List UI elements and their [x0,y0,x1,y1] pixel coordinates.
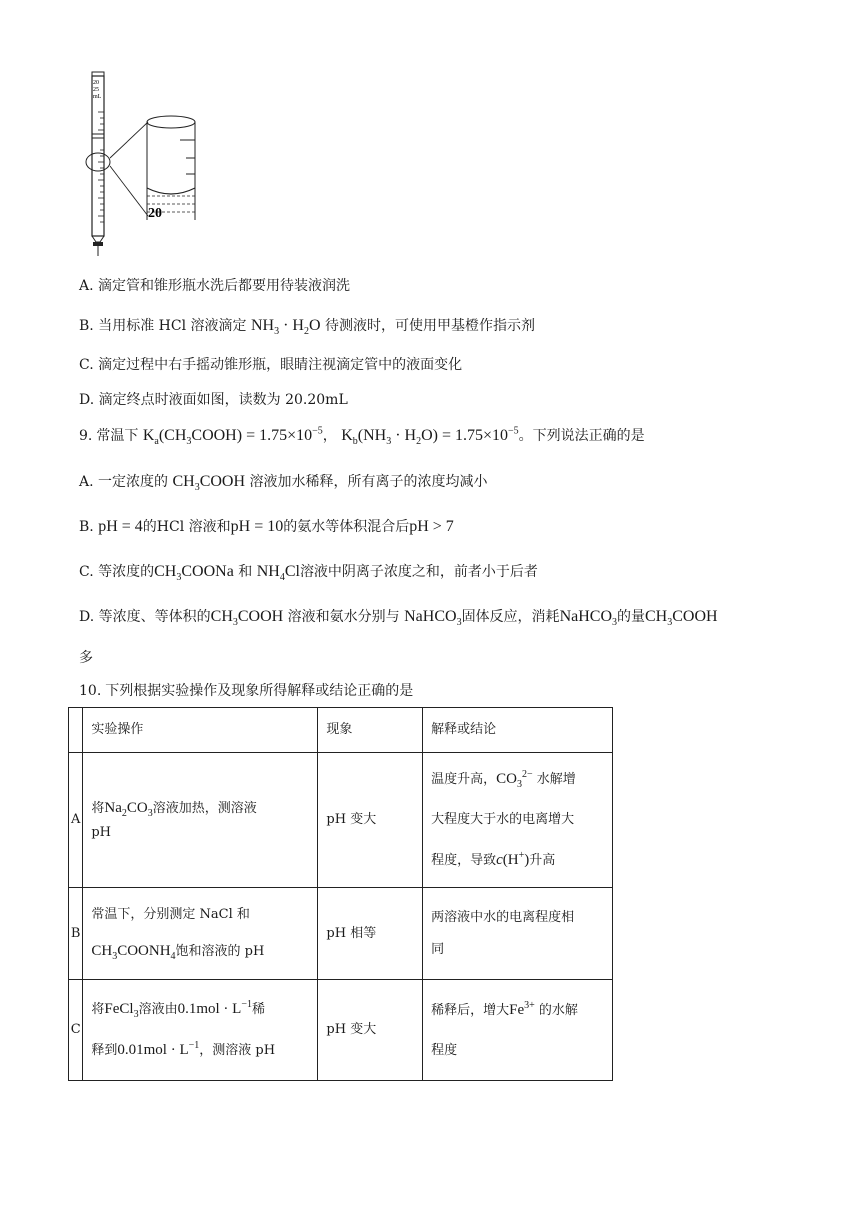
q10-table [68,707,613,1081]
meniscus [147,188,195,194]
q9-option-d: D. 等浓度、等体积的$CH_3COOH$ 溶液和氨水分别与 NaHCO$_3$固体反应，消耗NaHCO$_3$的量$CH_3COOH$ [79,608,718,629]
operation-cell: 常温下，分别测定 NaCl 和 $CH_3COONH_4$饱和溶液的 pH [83,888,318,980]
table-row [69,753,613,888]
burette-figure [82,70,212,260]
table-row [69,888,613,980]
phenomenon-cell: pH 变大 [318,980,423,1081]
burette-graduations [98,112,104,222]
burette-label-ml: mL [93,94,102,100]
q8-option-b: B. 当用标准 HCl 溶液滴定 $NH_3 \cdot H_2O$ 待测液时，可使用甲基橙作指示剂 [79,317,535,338]
q9-option-b: B. pH = 4的HCl 溶液和pH = 10的氨水等体积混合后pH > 7 [79,518,454,535]
q10-stem: 10. 下列根据实验操作及现象所得解释或结论正确的是 [79,683,414,699]
header-cell: 实验操作 [83,708,318,753]
operation-cell: 将FeCl$_3$溶液由$0.1mol \cdot L^{-1}$稀 释到$0.01mol \cdot L^{-1}$，测溶液 pH [83,980,318,1081]
header-cell: 现象 [318,708,423,753]
row-label: A [69,753,83,888]
table-row [69,980,613,1081]
table-header-row [69,708,613,753]
phenomenon-cell: pH 变大 [318,753,423,888]
burette-stopcock [92,236,104,242]
q9-option-c: C. 等浓度的$CH_3COONa$ 和 $NH_4Cl$溶液中阴离子浓度之和，前者小于后者 [79,563,538,584]
zoom-label-20: 20 [148,206,162,221]
q9-stem: 9. 常温下 $K_a(CH_3COOH) = 1.75\times 10^{-5}$， $K_b(NH_3 \cdot H_2O) = 1.75\times 10^{-5}$。下列说法正确的是 [79,425,645,448]
q9-option-a: A. 一定浓度的 $CH_3COOH$ 溶液加水稀释，所有离子的浓度均减小 [79,473,488,494]
phenomenon-cell: pH 相等 [318,888,423,980]
burette-label-25: 25 [93,87,99,93]
q8-option-c: C. 滴定过程中右手摇动锥形瓶，眼睛注视滴定管中的液面变化 [79,357,463,373]
header-cell [69,708,83,753]
q8-option-a: A. 滴定管和锥形瓶水洗后都要用待装液润洗 [79,278,351,294]
conclusion-cell: 温度升高，$CO_3^{2-}$ 水解增 大程度大于水的电离增大 程度，导致c(H+)升高 [423,753,613,888]
zoom-view [147,116,195,221]
burette-label-20: 20 [93,80,99,86]
row-label: C [69,980,83,1081]
operation-cell: 将$Na_2CO_3$溶液加热，测溶液 pH [83,753,318,888]
q8-option-d: D. 滴定终点时液面如图，读数为 20.20mL [79,392,348,408]
conclusion-cell: 稀释后，增大$Fe^{3+}$ 的水解 程度 [423,980,613,1081]
conclusion-cell: 两溶液中水的电离程度相 同 [423,888,613,980]
q9-option-d-cont: 多 [79,650,93,666]
header-cell: 解释或结论 [423,708,613,753]
row-label: B [69,888,83,980]
